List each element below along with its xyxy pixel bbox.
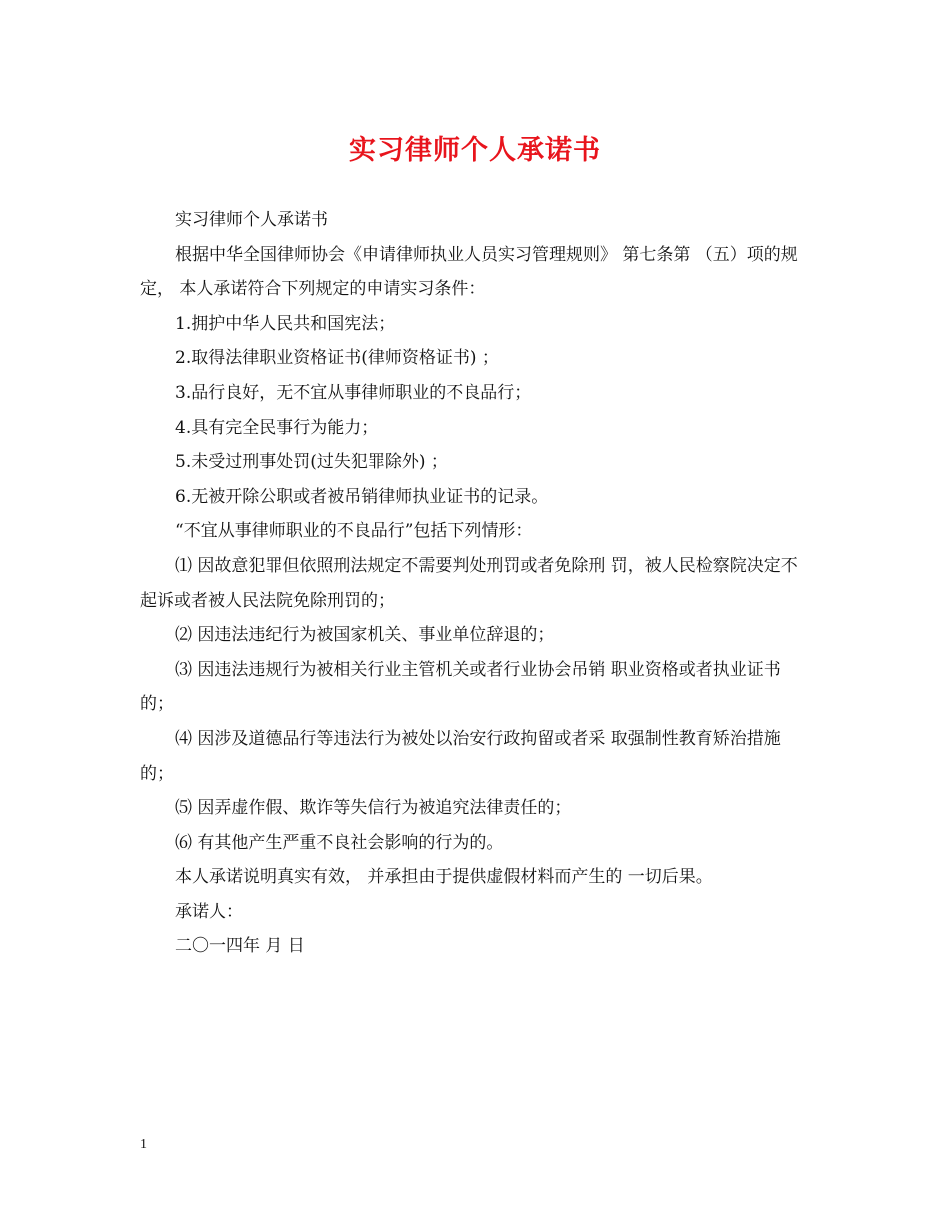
misconduct-heading: “不宜从事律师职业的不良品行”包括下列情形： — [175, 521, 533, 542]
condition-item: 4.具有完全民事行为能力； — [175, 417, 379, 438]
declaration-paragraph: 本人承诺说明真实有效， 并承担由于提供虚假材料而产生的 一切后果。 — [175, 867, 713, 888]
misconduct-item: ⑷ 因涉及道德品行等违法行为被处以治安行政拘留或者采 取强制性教育矫治措施的； — [140, 728, 781, 784]
misconduct-item: ⑹ 有其他产生严重不良社会影响的行为的。 — [175, 832, 504, 853]
misconduct-item: ⑶ 因违法违规行为被相关行业主管机关或者行业协会吊销 职业资格或者执业证书的； — [140, 659, 781, 715]
page-number: 1 — [140, 1137, 147, 1152]
misconduct-item: ⑴ 因故意犯罪但依照刑法规定不需要判处刑罚或者免除刑 罚，被人民检察院决定不起诉或者被人民法院免除刑罚的； — [140, 555, 798, 611]
misconduct-item: ⑵ 因违法违纪行为被国家机关、事业单位辞退的； — [175, 625, 555, 646]
condition-item: 2.取得法律职业资格证书(律师资格证书) ； — [175, 348, 499, 369]
condition-item: 6.无被开除公职或者被吊销律师执业证书的记录。 — [175, 486, 549, 507]
signer-label: 承诺人： — [175, 901, 243, 922]
condition-item: 3.品行良好，无不宜从事律师职业的不良品行； — [175, 382, 532, 403]
misconduct-item: ⑸ 因弄虚作假、欺诈等失信行为被追究法律责任的； — [175, 798, 572, 819]
intro-paragraph: 根据中华全国律师协会《申请律师执业人员实习管理规则》 第七条第 （五）项的规定， 本人承诺符合下列规定的申请实习条件： — [140, 244, 798, 300]
document-title: 实习律师个人承诺书 — [349, 135, 601, 166]
date-line: 二〇一四年 月 日 — [175, 936, 305, 957]
subtitle-line: 实习律师个人承诺书 — [175, 210, 328, 230]
condition-item: 5.未受过刑事处罚(过失犯罪除外) ； — [175, 452, 448, 473]
condition-item: 1.拥护中华人民共和国宪法； — [175, 313, 396, 334]
document-body — [140, 203, 812, 964]
